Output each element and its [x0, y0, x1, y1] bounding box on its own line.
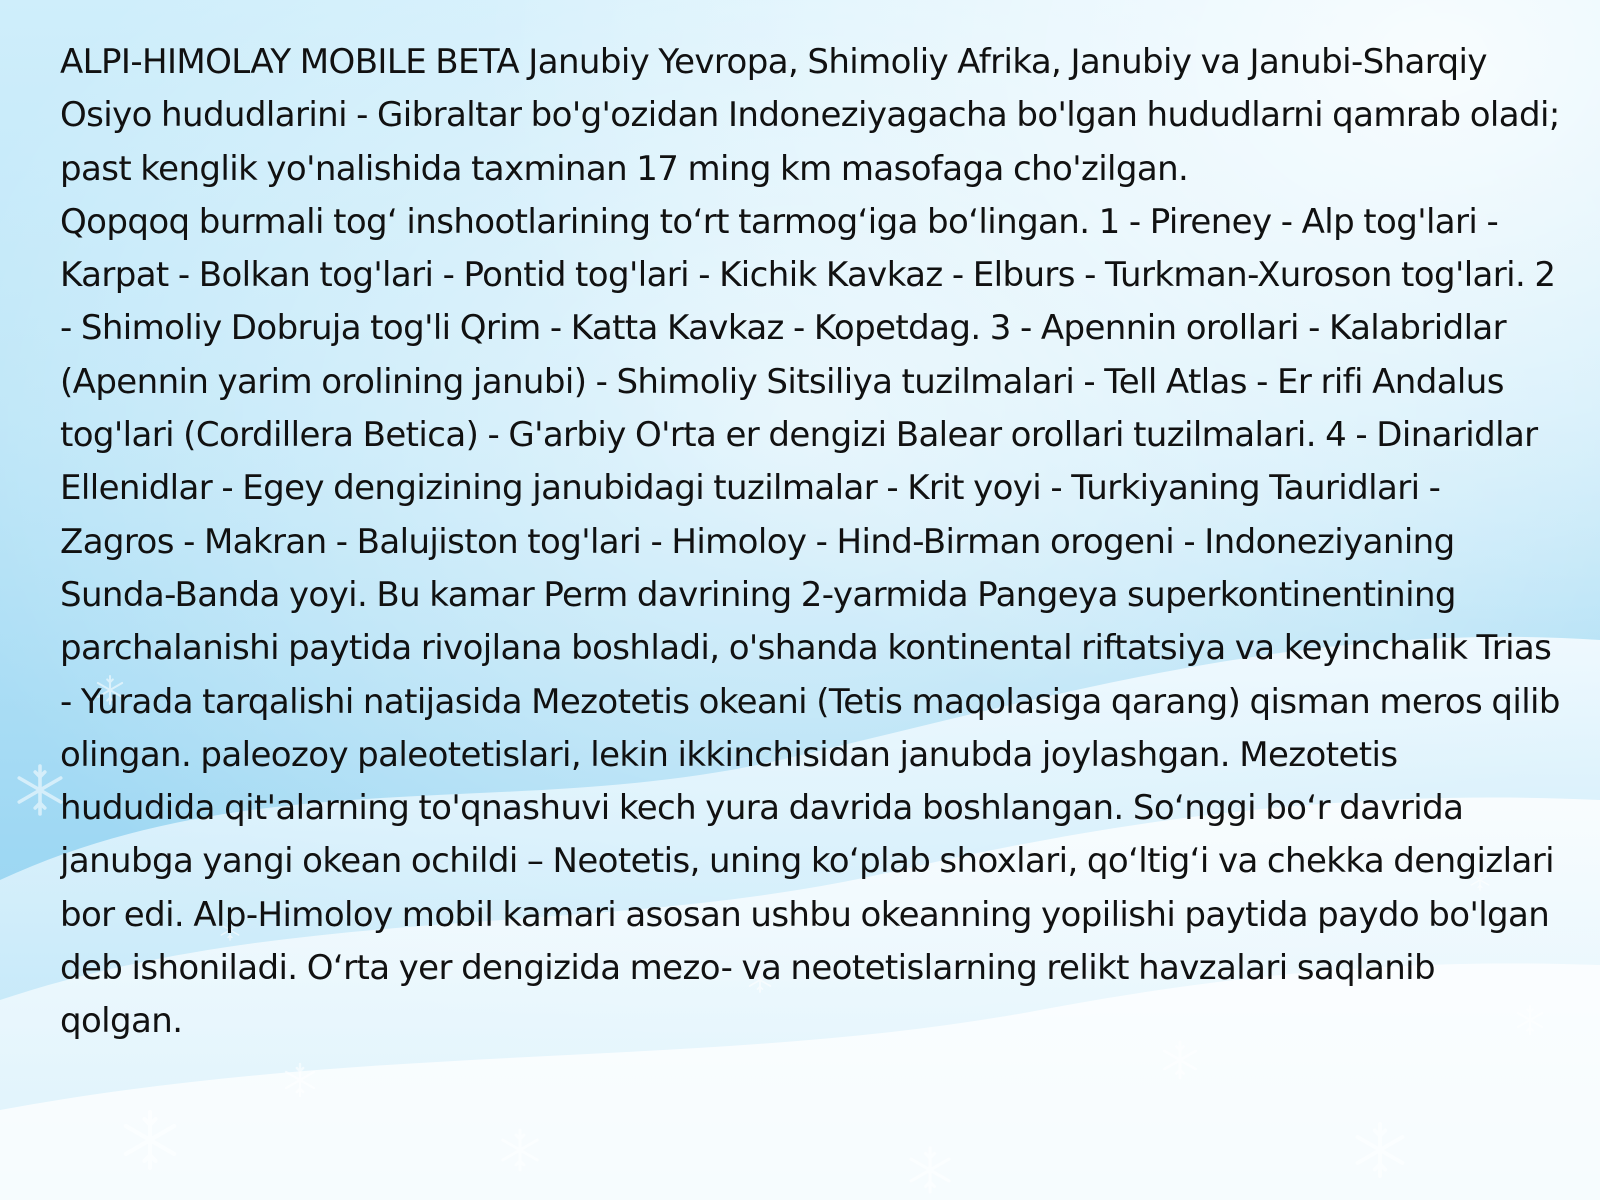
paragraph-branches: Qopqoq burmali tog‘ inshootlarining to‘rt tarmog‘iga bo‘lingan. 1 - Pireney - Alp tog'lari - Karpat - Bolkan tog'lari - Pontid tog'lari - Kichik Kavkaz - Elburs - Turkman-Xuroson tog'lari. 2 - Shimoliy Dobruja tog'li Qrim - Katta Kavkaz - Kopetdag. 3 - Apennin orollari - Kalabridlar (Apennin yarim orolining janubi) - Shimoliy Sitsiliya tuzilmalari - Tell Atlas - Er rifi Andalus tog'lari (Cordillera Betica) - G'arbiy O'rta er dengizi Balear orollari tuzilmalari. 4 - Dinaridlar Ellenidlar - Egey dengizining janubidagi tuzilmalar - Krit yoyi - Turkiyaning Tauridlari - Zagros - Makran - Balujiston tog'lari - Himoloy - Hind-Birman orogeni - Indoneziyaning Sunda-Banda yoyi. Bu kamar Perm davrining 2-yarmida Pangeya superkontinentining parchalanishi paytida rivojlana boshladi, o'shanda kontinental riftatsiya va keyinchalik Trias - Yurada tarqalishi natijasida Mezotetis okeani (Tetis maqolasiga qarang) qisman meros qilib olingan. paleozoy paleotetislari, lekin ikkinchisidan janubda joylashgan. Mezotetis hududida qit'alarning to'qnashuvi kech yura davrida boshlangan. So‘nggi bo‘r davrida janubga yangi okean ochildi – Neotetis, uning ko‘plab shoxlari, qo‘ltig‘i va chekka dengizlari bor edi. Alp-Himoloy mobil kamari asosan ushbu okeanning yopilishi paytida paydo bo'lgan deb ishoniladi. O‘rta yer dengizida mezo- va neotetislarning relikt havzalari saqlanib qolgan. [60, 201, 1560, 1042]
slide-body [60, 36, 1560, 1176]
paragraph-intro: ALPI-HIMOLAY MOBILE BETA Janubiy Yevropa, Shimoliy Afrika, Janubiy va Janubi-Sharqiy Osiyo hududlarini - Gibraltar bo'g'ozidan Indoneziyagacha bo'lgan hududlarni qamrab oladi; past kenglik yo'nalishida taxminan 17 ming km masofaga cho'zilgan. [60, 42, 1560, 189]
